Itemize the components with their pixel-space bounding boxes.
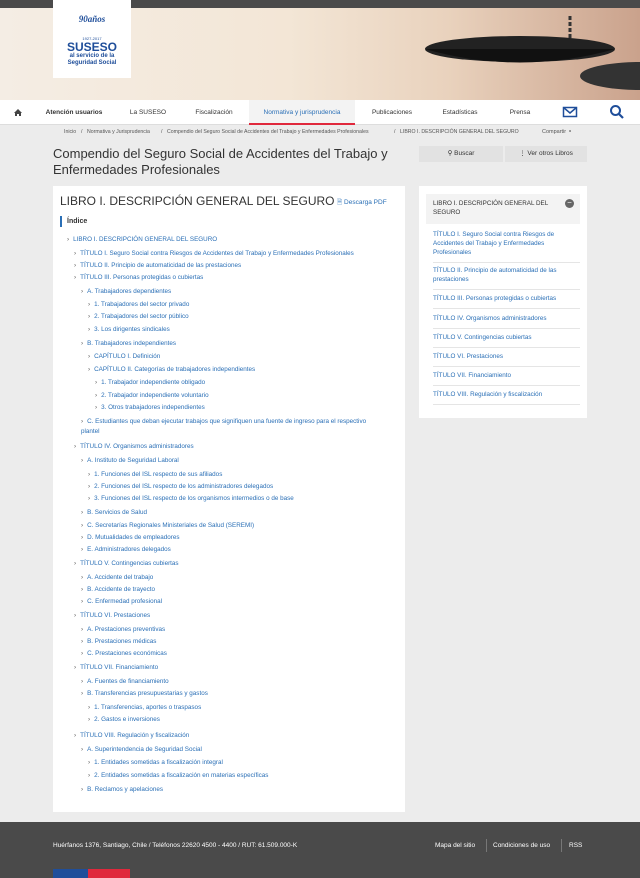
sidebar-item-label: Profesionales (433, 249, 472, 256)
chevron-right-icon: › (95, 404, 98, 411)
toc-item-label: 1. Trabajadores del sector privado (94, 301, 190, 308)
share-label: Compartir (542, 129, 567, 135)
chevron-right-icon: › (74, 560, 77, 567)
suseso-logo[interactable] (53, 0, 131, 78)
home-icon[interactable] (9, 103, 27, 121)
toc-item-label: 3. Funciones del ISL respecto de los organismos intermedios o de base (94, 495, 294, 502)
chevron-right-icon: › (81, 626, 84, 633)
logo-anos: años (87, 14, 106, 24)
logo-name: SUSESO (66, 40, 117, 54)
chevron-right-icon: › (95, 392, 98, 399)
toc-item[interactable] (74, 664, 158, 672)
chevron-right-icon: › (67, 236, 70, 243)
toc-item[interactable] (81, 534, 180, 542)
toc-item-label: A. Accidente del trabajo (87, 574, 154, 581)
sidebar-item[interactable] (433, 371, 580, 386)
toc-item[interactable] (88, 704, 201, 712)
toc-item-label: A. Instituto de Seguridad Laboral (87, 457, 179, 464)
toc-item[interactable] (81, 340, 176, 348)
toc-item[interactable] (81, 457, 179, 465)
breadcrumb-separator: / (394, 129, 396, 135)
breadcrumb-separator: / (161, 129, 163, 135)
sidebar-item-label: Accidentes del Trabajo y Enfermedades (433, 240, 545, 247)
sidebar-header-line-2: SEGURO (433, 209, 461, 216)
chevron-right-icon: › (81, 574, 84, 581)
toc-item-label: A. Prestaciones preventivas (87, 626, 166, 633)
logo-tagline-1: al servicio de la (69, 53, 115, 59)
nav-estadisticas[interactable]: Estadísticas (442, 109, 478, 116)
book-heading: LIBRO I. DESCRIPCIÓN GENERAL DEL SEGURO (60, 194, 335, 208)
gov-flag-red (88, 869, 130, 878)
share-button[interactable] (542, 129, 572, 135)
toc-item[interactable] (74, 612, 150, 620)
footer (0, 822, 640, 878)
logo-years: 1927-2017 (82, 36, 102, 41)
toc-item[interactable] (88, 495, 294, 503)
toc-item[interactable] (81, 786, 163, 794)
toc-item-label: A. Trabajadores dependientes (87, 288, 172, 295)
chevron-right-icon: › (88, 716, 91, 723)
chevron-right-icon: › (81, 650, 84, 657)
chevron-right-icon: › (88, 772, 91, 779)
search-icon: ⚲ (447, 150, 453, 157)
toc-item-label: E. Administradores delegados (87, 546, 171, 553)
toc-item-label: A. Superintendencia de Seguridad Social (87, 746, 202, 753)
toc-item-label: B. Accidente de trayecto (87, 586, 156, 593)
toc-item-label: 2. Gastos e inversiones (94, 716, 160, 723)
nav-fiscalizacion[interactable]: Fiscalización (195, 109, 233, 116)
toc-item-label: B. Servicios de Salud (87, 509, 147, 516)
toc-item[interactable] (74, 732, 189, 740)
chevron-right-icon: › (81, 678, 84, 685)
sidebar-header-line-1: LIBRO I. DESCRIPCIÓN GENERAL DEL (433, 200, 549, 207)
footer-address: Huérfanos 1376, Santiago, Chile / Teléfonos 22620 4500 - 4400 / RUT: 61.509.000-K (53, 842, 298, 849)
toc-item[interactable] (81, 418, 366, 426)
toc-item[interactable] (88, 326, 170, 334)
footer-mapa-del-sitio[interactable]: Mapa del sitio (435, 842, 476, 849)
sidebar-item-label: TÍTULO VI. Prestaciones (433, 353, 503, 360)
toc-item-label: 2. Entidades sometidas a fiscalización en materias específicas (94, 772, 269, 779)
toc-item-label: B. Prestaciones médicas (87, 638, 157, 645)
chevron-right-icon: › (74, 732, 77, 739)
footer-condiciones[interactable]: Condiciones de uso (493, 842, 551, 849)
toc-item-label: 2. Trabajadores del sector público (94, 313, 189, 320)
breadcrumb-normativa[interactable]: Normativa y Jurisprudencia (87, 129, 150, 135)
nav-normativa[interactable]: Normativa y jurisprudencia (249, 100, 355, 125)
toc-item-label: TÍTULO II. Principio de automaticidad de las prestaciones (80, 262, 242, 269)
chevron-right-icon: › (81, 638, 84, 645)
chevron-right-icon: › (81, 786, 84, 793)
toc-item[interactable] (74, 443, 194, 451)
toc-item-label: plantel (81, 428, 100, 435)
main-nav (0, 100, 640, 125)
chevron-right-icon: › (88, 313, 91, 320)
search-icon[interactable] (608, 103, 626, 121)
toc-item-label: TÍTULO VIII. Regulación y fiscalización (80, 732, 190, 739)
toc-item[interactable] (95, 379, 205, 387)
toc-item-label: C. Prestaciones económicas (87, 650, 167, 657)
toc-item-label: 3. Otros trabajadores independientes (101, 404, 205, 411)
toc-item[interactable] (74, 250, 354, 258)
scale-of-justice-image (400, 16, 640, 100)
nav-la-suseso[interactable]: La SUSESO (129, 109, 167, 116)
sidebar-item[interactable] (433, 266, 580, 290)
toc-item-label: 3. Los dirigentes sindicales (94, 326, 170, 333)
toc-item[interactable] (81, 288, 171, 296)
toc-item[interactable] (88, 353, 160, 361)
chevron-right-icon: › (81, 586, 84, 593)
chevron-right-icon: › (81, 418, 84, 425)
index-label: Índice (60, 216, 87, 227)
toc-item-label: TÍTULO I. Seguro Social contra Riesgos de Accidentes del Trabajo y Enfermedades Profesionales (80, 250, 354, 257)
chevron-right-icon: › (88, 471, 91, 478)
toc-item-label: C. Enfermedad profesional (87, 598, 163, 605)
toc-item[interactable] (88, 313, 189, 321)
toc-item[interactable] (95, 404, 205, 412)
toc-item-label: 2. Trabajador independiente voluntario (101, 392, 209, 399)
main-content (53, 186, 405, 812)
toc-item-label: C. Secretarías Regionales Ministeriales de Salud (SEREMI) (87, 522, 255, 529)
chevron-right-icon: › (88, 353, 91, 360)
toc-item-label: CAPÍTULO II. Categorías de trabajadores independientes (94, 366, 256, 373)
sidebar-item-label: TÍTULO III. Personas protegidas o cubiertas (433, 295, 557, 302)
toc-item-label: C. Estudiantes que deban ejecutar trabajos que signifiquen una fuente de ingreso para el respectivo (87, 418, 367, 425)
sidebar-item-label: TÍTULO VIII. Regulación y fiscalización (433, 391, 543, 398)
ver-otros-libros-label: Ver otros Libros (527, 150, 573, 157)
chevron-right-icon: › (81, 457, 84, 464)
logo-tagline-2: Seguridad Social (67, 60, 117, 66)
breadcrumb-current: LIBRO I. DESCRIPCIÓN GENERAL DEL SEGURO (400, 129, 519, 135)
chevron-right-icon: › (88, 495, 91, 502)
toc-item-label: D. Mutualidades de empleadores (87, 534, 180, 541)
footer-divider (561, 839, 562, 852)
chevron-right-icon: › (74, 612, 77, 619)
chevron-right-icon: › (81, 522, 84, 529)
chevron-right-icon: › (88, 326, 91, 333)
sidebar-item-label: TÍTULO VII. Financiamiento (433, 372, 512, 379)
toc-item[interactable] (81, 650, 167, 658)
toc-item-label: 1. Entidades sometidas a fiscalización integral (94, 759, 223, 766)
chevron-right-icon: › (81, 746, 84, 753)
toc-item-label: 1. Funciones del ISL respecto de sus afiliados (94, 471, 223, 478)
chevron-right-icon: › (88, 301, 91, 308)
chevron-right-icon: › (88, 483, 91, 490)
collapse-icon[interactable]: − (565, 199, 574, 208)
sidebar-item[interactable] (433, 314, 580, 329)
toc-item[interactable] (81, 509, 147, 517)
sidebar-panel (419, 186, 587, 418)
toc-item[interactable] (81, 690, 208, 698)
chevron-right-icon: › (81, 509, 84, 516)
toc-item[interactable] (88, 366, 255, 374)
chevron-right-icon: › (88, 759, 91, 766)
mail-icon[interactable] (561, 103, 579, 121)
toc-item-label: TÍTULO V. Contingencias cubiertas (80, 560, 179, 567)
sidebar-item[interactable] (433, 333, 580, 348)
chevron-right-icon: › (81, 534, 84, 541)
toc-item[interactable] (88, 772, 268, 780)
chevron-right-icon: › (81, 546, 84, 553)
toc-item[interactable] (88, 716, 160, 724)
sidebar-item[interactable] (433, 352, 580, 367)
nav-atencion-usuarios[interactable]: Atención usuarios (45, 109, 103, 116)
chevron-right-icon: › (74, 274, 77, 281)
toc-item[interactable] (67, 236, 217, 244)
chevron-right-icon: › (81, 340, 84, 347)
chevron-right-icon: › (74, 262, 77, 269)
share-icon: ⚬ (567, 129, 573, 135)
chevron-right-icon: › (81, 598, 84, 605)
toc-item[interactable] (81, 746, 202, 754)
sidebar-item[interactable] (433, 230, 580, 263)
toc-item-label: TÍTULO IV. Organismos administradores (80, 443, 194, 450)
chevron-right-icon: › (74, 443, 77, 450)
nav-publicaciones[interactable]: Publicaciones (371, 109, 413, 116)
pdf-icon: 🗎 (337, 199, 343, 206)
toc-item-label: B. Trabajadores independientes (87, 340, 177, 347)
toc-item-label: LIBRO I. DESCRIPCIÓN GENERAL DEL SEGURO (73, 236, 218, 243)
toc-item[interactable] (74, 274, 203, 282)
sidebar-item-label: prestaciones (433, 276, 469, 283)
toc-item[interactable] (81, 428, 100, 436)
breadcrumb-inicio[interactable]: Inicio (64, 129, 77, 135)
breadcrumb (0, 125, 640, 139)
toc-item-label: B. Transferencias presupuestarias y gastos (87, 690, 208, 697)
sidebar-item-label: TÍTULO V. Contingencias cubiertas (433, 334, 532, 341)
toc-item[interactable] (81, 586, 155, 594)
toc-item-label: 2. Funciones del ISL respecto de los administradores delegados (94, 483, 274, 490)
toc-item-label: CAPÍTULO I. Definición (94, 353, 161, 360)
more-vertical-icon: ⋮ (519, 150, 526, 157)
toc-item[interactable] (81, 574, 153, 582)
chevron-right-icon: › (81, 288, 84, 295)
toc-item-label: 1. Trabajador independiente obligado (101, 379, 206, 386)
sidebar-header[interactable] (426, 194, 580, 224)
buscar-label: Buscar (454, 150, 475, 157)
descarga-pdf-label: Descarga PDF (344, 199, 387, 206)
sidebar-item-label: TÍTULO II. Principio de automaticidad de las (433, 267, 557, 274)
toc-item-label: 1. Transferencias, aportes o traspasos (94, 704, 202, 711)
chevron-right-icon: › (74, 664, 77, 671)
toc-item-label: TÍTULO VII. Financiamiento (80, 664, 159, 671)
toc-item[interactable] (88, 759, 223, 767)
toc-item-label: TÍTULO VI. Prestaciones (80, 612, 151, 619)
chevron-right-icon: › (74, 250, 77, 257)
sidebar-item[interactable] (433, 390, 580, 405)
toc-item[interactable] (95, 392, 209, 400)
toc-item-label: B. Reclamos y apelaciones (87, 786, 164, 793)
toc-item[interactable] (81, 522, 254, 530)
ver-otros-libros-button[interactable] (505, 146, 587, 162)
buscar-button[interactable] (419, 146, 503, 162)
chevron-right-icon: › (95, 379, 98, 386)
toc-item[interactable] (81, 626, 165, 634)
toc-item-label: TÍTULO III. Personas protegidas o cubiertas (80, 274, 204, 281)
descarga-pdf-link[interactable] (337, 198, 387, 209)
footer-rss[interactable]: RSS (569, 842, 583, 849)
toc-item[interactable] (81, 546, 171, 554)
chevron-right-icon: › (88, 366, 91, 373)
toc-item[interactable] (74, 262, 241, 270)
footer-divider (486, 839, 487, 852)
sidebar-item[interactable] (433, 294, 580, 309)
page-title (53, 146, 393, 178)
toc-item[interactable] (74, 560, 179, 568)
toc-item[interactable] (81, 678, 169, 686)
breadcrumb-compendio[interactable]: Compendio del Seguro Social de Accidentes del Trabajo y Enfermedades Profesionales (167, 129, 369, 135)
nav-prensa[interactable]: Prensa (509, 109, 531, 116)
toc-item[interactable] (88, 301, 189, 309)
toc-item[interactable] (88, 483, 273, 491)
page-title-line-1: Compendio del Seguro Social de Accidentes del Trabajo y (53, 146, 388, 161)
breadcrumb-separator: / (81, 129, 83, 135)
chevron-right-icon: › (81, 690, 84, 697)
toc-item[interactable] (81, 638, 156, 646)
page-title-line-2: Enfermedades Profesionales (53, 162, 220, 177)
chevron-right-icon: › (88, 704, 91, 711)
sidebar-item-label: TÍTULO I. Seguro Social contra Riesgos de (433, 231, 555, 238)
sidebar-item-label: TÍTULO IV. Organismos administradores (433, 315, 547, 322)
gov-flag-blue (53, 869, 88, 878)
toc-item-label: A. Fuentes de financiamiento (87, 678, 169, 685)
toc-item[interactable] (81, 598, 162, 606)
logo-number: 90 (78, 14, 88, 24)
toc-item[interactable] (88, 471, 222, 479)
